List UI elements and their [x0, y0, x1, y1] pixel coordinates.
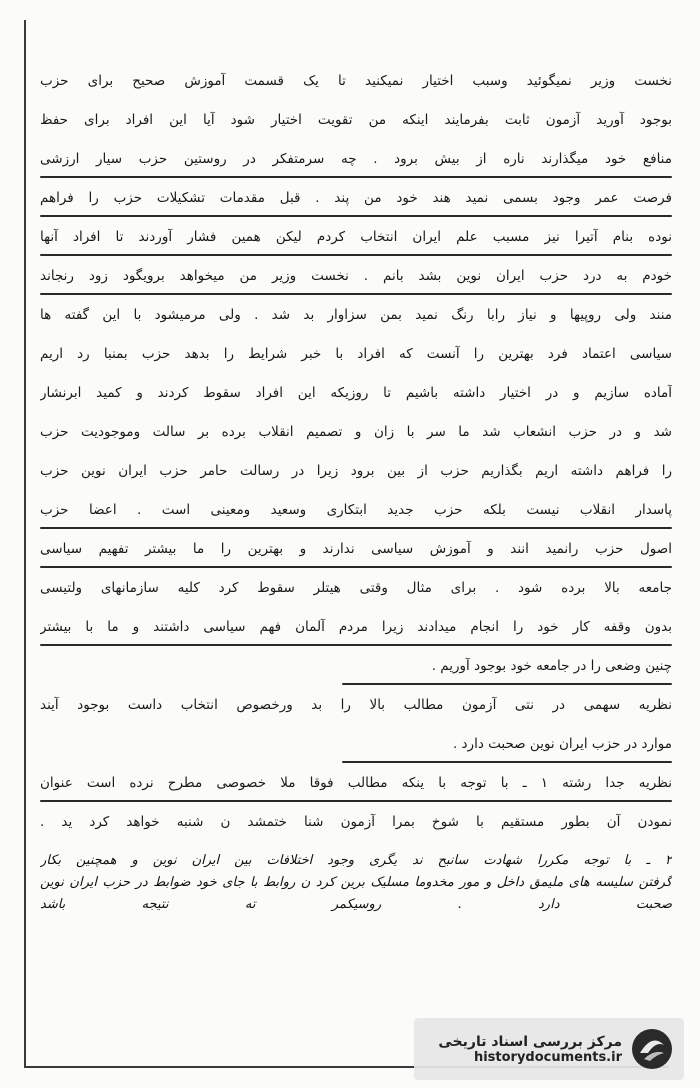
document-line: خودم به درد حزب ایران نوین بشد بانم . نخست وزیر من میخواهد برویگود زود رنجاند [40, 265, 672, 304]
document-line: ۲ ـ با توجه مکررا شهادت سانبح ند یگری وجود اختلافات بین ایران نوین و همچنین بکار [40, 853, 672, 868]
archive-logo-icon [630, 1027, 674, 1071]
document-line: سیاسی اعتماد فرد بهترین را آنست که افراد با خبر شرایط را بدهد حزب بمنبا رد اریم [40, 346, 672, 362]
document-line: فرصت عمر وجود بسمی نمید هند خود من پند . قبل مقدمات تشکیلات حزب را فراهم [40, 187, 672, 226]
document-line: پاسدار انقلاب نیست بلکه حزب جدید ابتکاری وسعید ومعینی است . اعضا حزب [40, 499, 672, 538]
document-body [40, 70, 672, 916]
document-line: بوجود آورید آزمون ثابت بفرمایند اینکه من تقویت اختیار شود آیا این افراد برای حفظ [40, 112, 672, 128]
document-line: نمودن آن بطور مستقیم با شوخ بمرا آزمون شنا ختمشد ن شنبه خواهد کرد ید . [40, 814, 672, 830]
watermark-url: historydocuments.ir [473, 1049, 622, 1065]
document-line: اصول حزب رانمید انند و آموزش سیاسی ندارند و بهترین را ما بیشتر تفهیم سیاسی [40, 538, 672, 577]
document-line: بدون وقفه کار خود را انجام میدادند زیرا مردم آلمان فهم سیاسی داشتند و ما با بیشتر [40, 616, 672, 655]
document-line: نوده بنام آتیرا نیز مسبب علم ایران انتخاب کردم لیکن همین فشار آوردند تا افراد آنها [40, 226, 672, 265]
document-line: جامعه بالا برده شود . برای مثال وقتی هیتلر سقوط کرد کلیه سازمانهای ولتیسی [40, 580, 672, 596]
document-line: را فراهم داشته اریم بگذاریم حزب از بین برود زیرا در رسالت حامر حزب ایران نوین حزب [40, 463, 672, 479]
document-line: موارد در حزب ایران نوین صحبت دارد . [40, 733, 672, 772]
watermark-name: مرکز بررسی اسناد تاریخی [438, 1033, 622, 1050]
document-line: صحبت دارد . روسیکمر ته نتیجه باشد [40, 897, 672, 912]
document-line: شد و در حزب انشعاب شد ما سر با زان و تصمیم انقلاب برده بر سالت وموجودیت حزب [40, 424, 672, 440]
document-line: نخست وزیر نمیگوئید وسبب اختیار نمیکنید تا یک قسمت آموزش صحیح برای حزب [40, 73, 672, 89]
document-line: نظریه جدا رشته ۱ ـ با توجه با ینکه مطالب فوقا ملا خصوصی مطرح نرده است عنوان [40, 772, 672, 811]
document-line: چنین وضعی را در جامعه خود بوجود آوریم . [40, 655, 672, 694]
document-line: منافع خود میگذارند ناره از بیش برود . چه سرمتفکر در روستین حزب سیار ارزشی [40, 148, 672, 187]
left-border-line [24, 20, 26, 1068]
watermark-logo [414, 1018, 684, 1080]
document-line: منند ولی روپیها و نیاز رابا رنگ نمید بمن سزاوار بد شد . ولی مرمیشود با این گفته ها [40, 307, 672, 323]
document-line: گرفتن سلیسه های ملیمق داخل و مور مخدوما مسلیک برین کرد ن روابط با جای خود ضوابط در حزب ایران نوین [40, 875, 672, 890]
document-line: نظریه سهمی در نتی آزمون مطالب بالا را بد ورخصوص انتخاب داست بوجود آیند [40, 697, 672, 713]
document-line: آماده سازیم و در اختیار داشته باشیم تا روزیکه این افراد سقوط کردند و کمید ابرنشار [40, 385, 672, 401]
